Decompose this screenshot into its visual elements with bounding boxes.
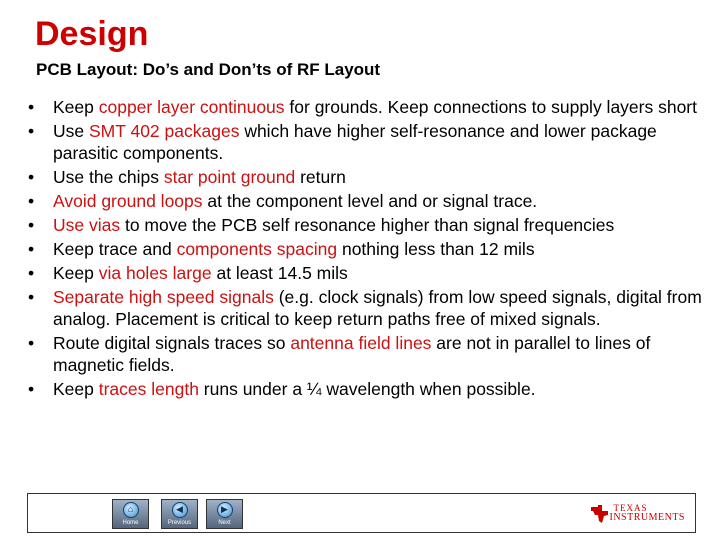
bullet-text: at the component level and or signal trace.	[202, 191, 538, 211]
highlighted-text: antenna field lines	[290, 333, 432, 353]
bullet-dot: •	[28, 333, 35, 353]
bullet-dot: •	[28, 379, 35, 399]
bullet-text: at least 14.5 mils	[211, 263, 348, 283]
texas-instruments-logo	[609, 503, 685, 523]
bullet-text: return	[295, 167, 346, 187]
bullet-dot: •	[28, 97, 35, 117]
bullet-text: nothing less than 12 mils	[337, 239, 535, 259]
bullet-item	[25, 378, 705, 400]
bullet-text: Keep	[53, 97, 99, 117]
footer-nav-bar	[27, 493, 696, 533]
highlighted-text: copper layer continuous	[98, 97, 285, 117]
logo-line-2: INSTRUMENTS	[609, 512, 685, 523]
highlighted-text: traces length	[98, 379, 199, 399]
highlighted-text: Use vias	[53, 215, 121, 235]
highlighted-text: Separate high speed signals	[53, 287, 274, 307]
bullet-dot: •	[28, 121, 35, 141]
bullet-dot: •	[28, 191, 35, 211]
home-button[interactable]: ⌂ Home	[112, 499, 149, 529]
previous-button-label: Previous	[167, 520, 192, 526]
bullet-text: Keep trace and	[53, 239, 177, 259]
bullet-item	[25, 96, 705, 118]
highlighted-text: star point ground	[163, 167, 296, 187]
bullet-text: Keep	[53, 379, 99, 399]
highlighted-text: Avoid ground loops	[53, 191, 203, 211]
logo-line-1: TEXAS	[613, 503, 648, 513]
bullet-text: are not in parallel to lines of magnetic fields.	[53, 333, 651, 375]
bullet-text: Route digital signals traces so	[53, 333, 291, 353]
bullet-item	[25, 286, 705, 330]
highlighted-text: SMT 402 packages	[88, 121, 240, 141]
bullet-text: (e.g. clock signals) from low speed signals, digital from analog. Placement is critical to keep return paths free of mixed signals.	[53, 287, 702, 329]
highlighted-text: components spacing	[176, 239, 338, 259]
bullet-text: runs under a ¼ wavelength when possible.	[198, 379, 536, 399]
bullet-text: to move the PCB self resonance higher than signal frequencies	[120, 215, 615, 235]
bullet-item	[25, 238, 705, 260]
home-button-label: Home	[122, 520, 139, 526]
next-button[interactable]: ▶ Next	[206, 499, 243, 529]
bullet-item	[25, 262, 705, 284]
bullet-text: Use the chips	[53, 167, 164, 187]
bullet-item	[25, 190, 705, 212]
bullet-dot: •	[28, 239, 35, 259]
texas-instruments-logo-icon	[589, 503, 611, 525]
bullet-item	[25, 332, 705, 376]
slide-subtitle: PCB Layout: Do’s and Don’ts of RF Layout	[36, 60, 381, 79]
slide-title: Design	[35, 15, 149, 53]
bullet-item	[25, 166, 705, 188]
bullet-dot: •	[28, 287, 35, 307]
bullet-dot: •	[28, 167, 35, 187]
next-button-label: Next	[218, 520, 231, 526]
previous-button[interactable]: ◀ Previous	[161, 499, 198, 529]
bullet-text: which have higher self-resonance and lower package parasitic components.	[53, 121, 657, 163]
bullet-text: Keep	[53, 263, 99, 283]
bullet-text: for grounds. Keep connections to supply layers short	[284, 97, 698, 117]
bullet-dot: •	[28, 215, 35, 235]
bullet-item	[25, 120, 705, 164]
highlighted-text: via holes large	[98, 263, 212, 283]
bullet-text: Use	[53, 121, 89, 141]
bullet-dot: •	[28, 263, 35, 283]
bullet-item	[25, 214, 705, 236]
bullet-list	[25, 96, 705, 402]
